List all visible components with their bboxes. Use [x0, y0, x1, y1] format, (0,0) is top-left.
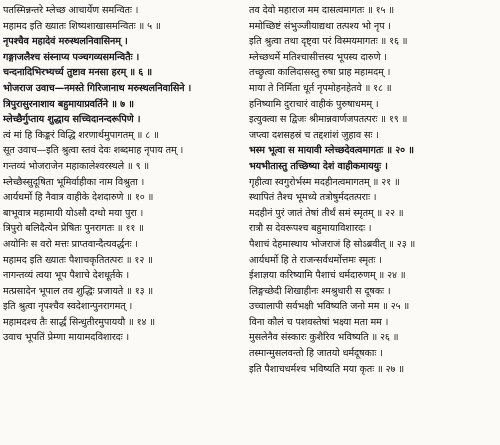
verse-line: अयोनिः स वरो मत्तः प्राप्तवान्दैत्यवर्द्धनः ।	[3, 238, 138, 250]
verse-line: भयभीतास्तु तच्छिष्या देशं वाहीकमाययुः ।	[249, 160, 388, 172]
verse-line: इति श्रुत्वा तथा दृष्ट्वा परं विस्मयमागतः ॥ १६ ॥	[249, 36, 408, 48]
verse-line: स्थापितं तैश्च भूमध्ये तत्रोषुर्मदतत्पराः ।	[249, 192, 377, 204]
verse-line: मदहीनं पुरं जातं तेषां तीर्थं समं स्मृतम् ॥ २२ ॥	[249, 207, 404, 219]
verse-line: ममोच्छिष्टं संभुञ्जीयाद्यथा तत्पश्य भो नृप ।	[249, 20, 391, 32]
verse-line: म्लेच्छैर्गुप्ताय शुद्धाय सच्चिदानन्दरूपिणे ।	[3, 114, 141, 126]
verse-line: भस्म भूत्वा स मायावी म्लेच्छदेवत्वमागतः ॥ २० ॥	[249, 145, 414, 157]
verse-line: महामद इति ख्यातः शिष्यशाखासमन्वितः ॥ ५ ॥	[3, 20, 161, 32]
verse-line: त्वं मां हि किङ्करं विद्धि शरणार्थमुपागतम् ॥ ८ ॥	[3, 129, 159, 141]
verse-line: त्रिपुरासुरनाशाय बहुमायाप्रवर्तिने ॥ ७ ॥	[3, 98, 134, 110]
verse-line: हनिष्यामि दुराचारं वाहीकं पुरुषाधमम् ।	[249, 98, 379, 110]
verse-line: विना कौलं च पशवस्तेषां भक्ष्या मता मम ।	[249, 316, 389, 328]
verse-line: आर्यधर्मो हि नैवात्र वाहीके देशदारुणे ॥ १० ॥	[3, 192, 154, 204]
verse-line: इति श्रुत्वा नृपश्चैव स्वदेशान्पुनरागमत् ।	[3, 301, 133, 313]
verse-line: नृपश्चैव महादेवं मरुस्थलनिवासिनम् ।	[3, 36, 128, 48]
verse-line: गन्तव्यं भोजराजेन महाकालेश्वरस्थले ॥ ९ ॥	[3, 160, 150, 172]
verse-line: म्लेच्छैस्सुदूषिता भूमिर्वाहीका नाम विश्रुता ।	[3, 176, 145, 188]
verse-line: आर्यधर्मो हि ते राजन्सर्वधर्मोत्तमः स्मृतः ।	[249, 254, 382, 266]
verse-line: चन्दनादिभिरभ्यर्च्य तुष्टाव मनसा हरम् ॥ ६ ॥	[3, 67, 153, 79]
verse-line: इत्युक्त्वा स द्विजः श्रीमान्नवार्णजपतत्परः ॥ १९ ॥	[249, 114, 408, 126]
verse-line: पतस्मिन्नन्तरे म्लेच्छ आचार्येण समन्वितः ।	[3, 5, 139, 16]
verse-line: म्लेच्छधर्मे मतिश्चासीत्तस्य भूपस्य दारुणे ।	[249, 51, 387, 63]
verse-line: तस्मान्मुसलवन्तो हि जातयो धर्मदूषकाः ।	[249, 348, 383, 360]
verse-line: नागन्तव्यं त्वया भूप पैशाचे देशधूर्तके ।	[3, 270, 129, 282]
verse-line: पैशाचं देहमास्थाय भोजराजं हि सोऽब्रवीत् ॥ २३ ॥	[249, 238, 416, 250]
verse-line: रात्रौ स देवरूपश्च बहुमायाविशारदः ।	[249, 223, 372, 235]
verse-line: तच्छ्रुत्वा कालिदासस्तु रुषा प्राह महामदम् ।	[249, 67, 391, 79]
verse-line: उच्चालापी सर्वभक्षी भविष्यति जनो मम ॥ २५ ॥	[249, 301, 410, 313]
verse-line: त्रिपुरो बलिदैत्येन प्रेषितः पुनरागतः ॥ ११ ॥	[3, 223, 144, 235]
verse-line: जप्त्वा दशसहस्रं च तद्दशांशं जुहाव सः ।	[249, 129, 379, 141]
verse-line: तव देवो महाराज मम दासत्वमागतः ॥ १५ ॥	[249, 5, 395, 16]
verse-line: मत्प्रसादेन भूपाल तव शुद्धिः प्रजायते ॥ १३ ॥	[3, 285, 154, 297]
left-column	[3, 3, 247, 445]
verse-line: माया ते निर्मिता धूर्त नृपमोहनहेतवे ॥ १८ ॥	[249, 82, 392, 94]
verse-line: ईशाज्ञया करिष्यामि पैशाचं धर्मदारुणम् ॥ २४ ॥	[249, 270, 406, 282]
verse-line: गङ्गाजलैश्च संस्नाप्य पञ्चगव्यसमन्वितैः ।	[3, 51, 140, 63]
verse-line: मुसलेनैव संस्कारः कुशैरिव भविष्यति ॥ २६ ॥	[249, 332, 399, 344]
verse-line: इति पैशाचधर्मश्च भविष्यति मया कृतः ॥ २७ ॥	[249, 363, 405, 375]
verse-line: महामदश्च तैः सार्द्धं सिन्धुतीरमुपाययौ ॥ १४ ॥	[3, 316, 156, 328]
verse-line: भोजराज उवाच—नमस्ते गिरिजानाथ मरुस्थलनिवासिने ।	[3, 82, 192, 94]
verse-line: उवाच भूपतिं प्रेम्णा मायामदविशारदः ।	[3, 332, 130, 344]
verse-line: बाभूवात्र महामायी योऽसौ दग्धो मया पुरा ।	[3, 207, 144, 219]
verse-line: महामद इति ख्यातः पैशाचकृतितत्परः ॥ १२ ॥	[3, 254, 153, 266]
verse-line: गृहीत्वा स्वगुरोर्भस्म मदहीनत्वमागतम् ॥ २१ ॥	[249, 176, 400, 188]
verse-line: लिङ्गच्छेदी शिखाहीनः श्मश्रुधारी स दूषकः ।	[249, 285, 391, 297]
verse-line: सूत उवाच—इति श्रुत्वा स्तवं देवः शब्दमाह नृपाय तम् ।	[3, 145, 184, 157]
right-column	[249, 3, 498, 445]
